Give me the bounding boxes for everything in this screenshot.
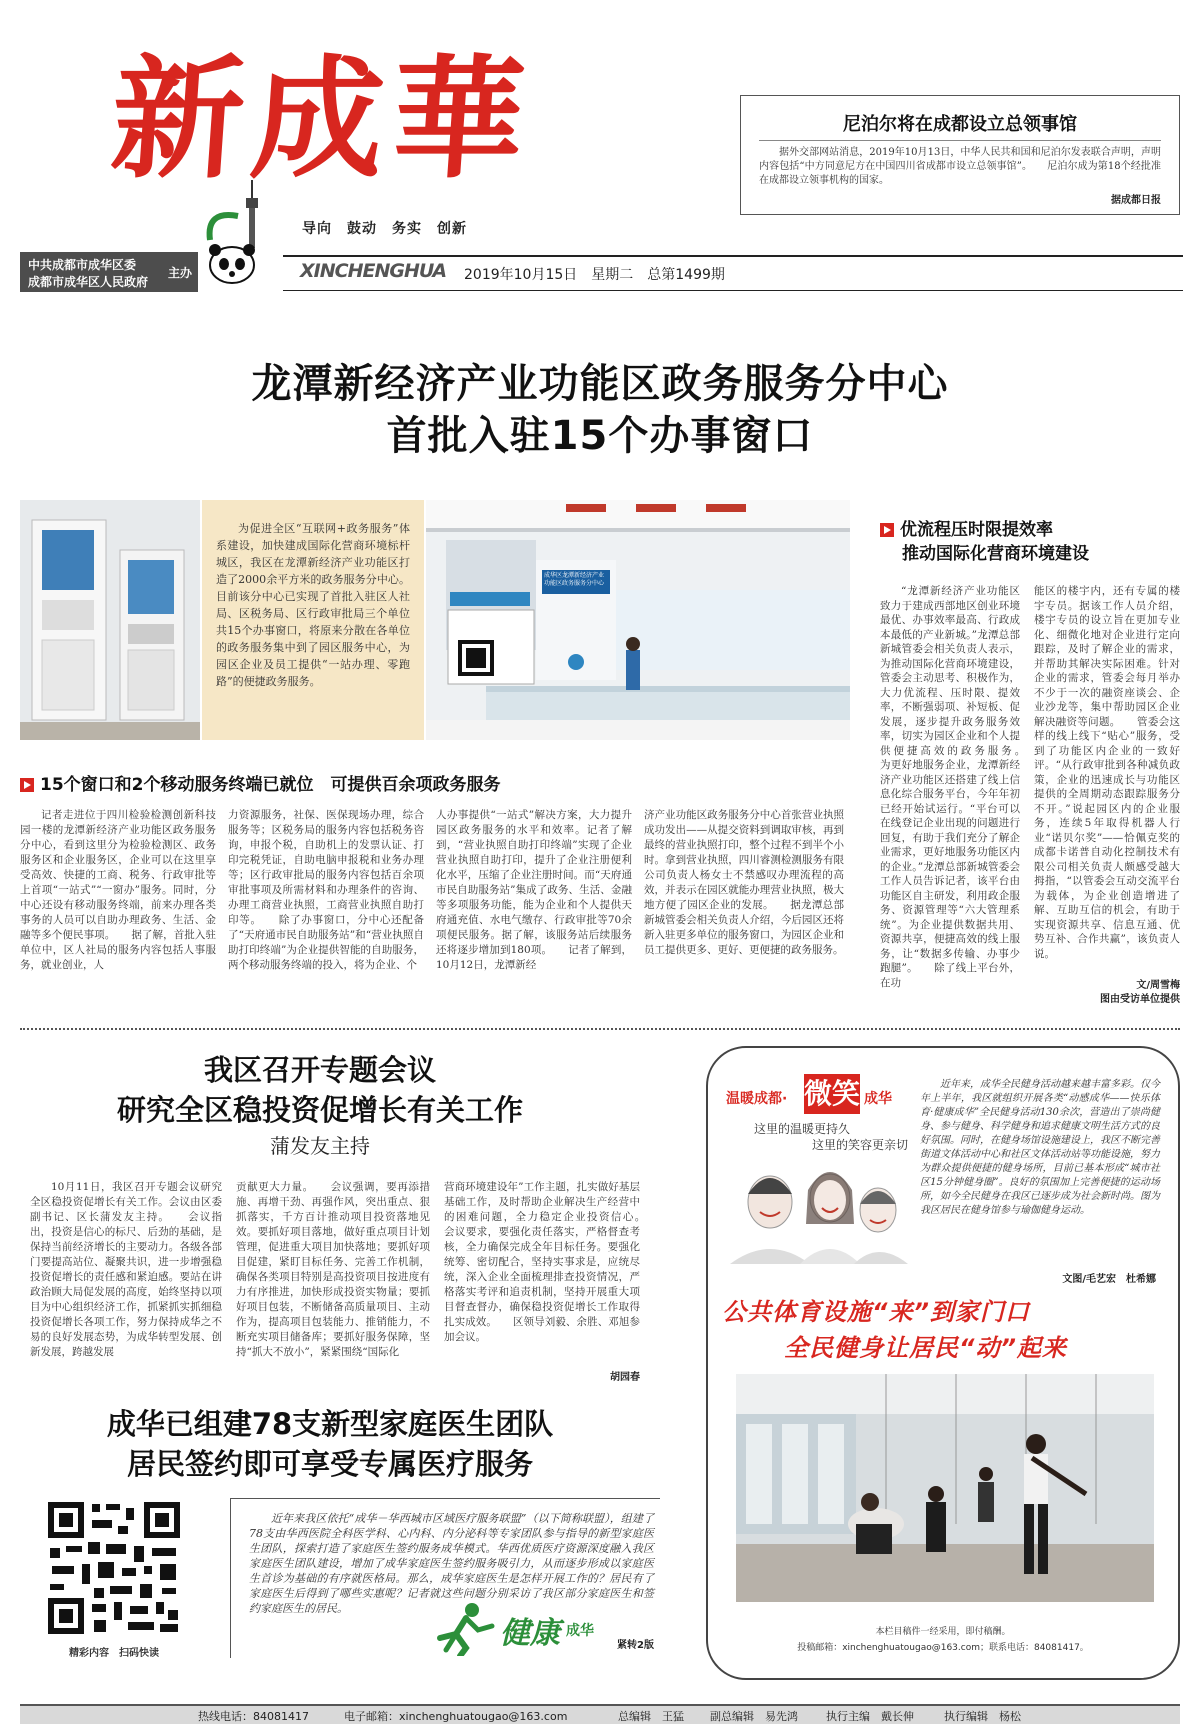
sponsor-suffix: 主办 — [168, 266, 193, 280]
meeting-headline-2: 研究全区稳投资促增长有关工作 — [116, 1093, 523, 1127]
masthead-char-3: 華 — [386, 42, 538, 197]
footer-deputy-editor: 副总编辑 易先鸿 — [710, 1710, 798, 1723]
masthead-bottom-rule — [283, 255, 1183, 257]
fitness-banner-sub-1: 这里的温暖更持久 — [754, 1122, 851, 1136]
masthead-bottom-rule-2 — [283, 290, 1183, 291]
sponsor-line-2: 成都市成华区人民政府 — [28, 275, 149, 289]
doctors-headline-1: 成华已组建78支新型家庭医生团队 — [106, 1407, 554, 1441]
masthead-char-1: 新 — [106, 42, 258, 197]
lead-intro-box — [202, 500, 424, 740]
lead-credit-2: 图由受访单位提供 — [1100, 994, 1180, 1005]
doctors-body: 近年来我区依托“成华－华西城市区域医疗服务联盟”（以下简称联盟），组建了78支由华西医院全科医学科、心内科、内分泌科等专家团队参与指导的新型家庭医生团队，探索打造了家庭医生签约服务成华模式。华西优质医疗资源深度融入我区家庭医生团队建设，增加了成华家庭医生签约服务吸引力，从而逐步形成以家庭医生首诊为基础的有序就医格局。那么，成华家庭医生是怎样开展工作的？居民有了家庭医生后得到了哪些实惠呢？记者就这些问题分别采访了我区部分家庭医生和签约家庭医生的居民。 — [249, 1512, 654, 1615]
tower-panda-logo — [200, 180, 280, 290]
sponsor-line-1: 中共成都市成华区委 — [28, 258, 137, 272]
top-news-source: 据成都日报 — [1111, 195, 1161, 206]
right-headline-2: 推动国际化营商环境建设 — [902, 544, 1089, 564]
fitness-headline-2: 全民健身让居民“动”起来 — [784, 1334, 1067, 1362]
lead-headline-1: 龙潭新经济产业功能区政务服务分中心 — [251, 361, 949, 407]
qr-code[interactable] — [44, 1498, 184, 1638]
footer-exec-editor: 执行编辑 杨松 — [944, 1710, 1021, 1723]
runner-icon — [426, 1600, 506, 1656]
right-headline — [880, 518, 1089, 566]
lead-intro-text: 为促进全区“互联网+政务服务”体系建设，加快建成国际化营商环境标杆城区，我区在龙潭新经济产业功能区打造了2000余平方米的政务服务分中心。目前该分中心已实现了首批入驻区人社局、区税务局、区行政审批局三个单位共15个办事窗口，将原来分散在各单位的政务服务集中到了园区服务中心，为园区企业及员工提供“一站办理、零跑路”的便捷政务服务。 — [216, 522, 410, 688]
masthead-slogan: 导向 鼓动 务实 创新 — [302, 221, 467, 237]
fitness-headline-1: 公共体育设施“来”到家门口 — [722, 1298, 1030, 1326]
masthead-date-line: 2019年10月15日 星期二 总第1499期 — [464, 267, 725, 283]
meeting-col-3: 营商环境建设年”工作主题，扎实做好基层基础工作，及时帮助企业解决生产经营中的困难问题，全力稳定企业投资信心。 会议要求，要强化责任落实，严格督查考核，全力确保完成全年目标任务。要强化统筹、密切配合，坚持实事求是，应统尽统，深入企业全面梳理排查投资情况，严格落实考评和追责机制，坚持开展重大项目督查督办，确保稳投资促增长工作取得扎实成效。 区领导刘毅、余胜、邓旭参加会议。 — [444, 1181, 640, 1343]
fitness-note-1: 本栏目稿件一经采用，即付稿酬。 — [875, 1627, 1011, 1637]
lead-subhead — [20, 770, 501, 795]
health-chenghua-logo — [426, 1596, 666, 1662]
sponsor-box — [20, 252, 198, 292]
footer-email: 电子邮箱：xinchenghuatougao@163.com — [344, 1710, 568, 1723]
meeting-author: 胡园春 — [610, 1372, 640, 1383]
fitness-note-2: 投稿邮箱：xinchenghuatougao@163.com；联系电话：84081417。 — [797, 1643, 1089, 1653]
meeting-headline-1: 我区召开专题会议 — [203, 1053, 436, 1087]
fitness-box — [706, 1046, 1180, 1680]
meeting-byline: 蒲发友主持 — [270, 1134, 370, 1158]
doctors-headline-2: 居民签约即可享受专属医疗服务 — [126, 1447, 533, 1481]
masthead-char-2: 成 — [246, 42, 398, 197]
lead-col-3: 人办事提供“一站式”解决方案，大力提升园区政务服务的水平和效率。记者了解到，“营业执照自助打印终端”实现了企业营业执照自助打印，提升了企业注册便利化水平，压缩了企业注册时间。而“天府通市民自助服务站”集成了政务、生活、金融等多项服务功能，能为企业和个人提供天府通充值、水电气缴存、行政审批等70余项便民服务。据了解，该服务站后续服务还将逐步增加到180项。 记者了解到，10月12日，龙潭新经 — [436, 809, 632, 971]
section-divider — [20, 1028, 1180, 1030]
photo-kiosks — [20, 500, 200, 740]
photo-yoga-gym — [736, 1374, 1154, 1602]
smiling-faces-illustration — [730, 1154, 908, 1264]
top-news-body: 据外交部网站消息，2019年10月13日，中华人民共和国和尼泊尔发表联合声明，声明内容包括“中方同意尼方在中国四川省成都市设立总领事馆”。 尼泊尔成为第18个经批准在成都设立领事机构的国家。 — [759, 147, 1161, 186]
fitness-body: 近年来，成华全民健身活动越来越丰富多彩。仅今年上半年，我区就组织开展各类“动感成华——快乐体育·健康成华”全民健身活动130余次，营造出了崇尚健身、参与健身、科学健身和追求健康文明生活方式的良好氛围。同时，在健身场馆设施建设上，我区不断完善街道文体活动中心和社区文体活动站等功能设施，努力为群众提供便捷的健身场所，目前已基本形成“城市社区15分钟健身圈”。良好的氛围加上完善便捷的运动场所，如今全民健身在我区已逐步成为社会新时尚。图为我区居民在健身馆参与瑜伽健身运动。 — [920, 1079, 1160, 1216]
top-news-box — [740, 95, 1180, 215]
lead-col-4: 济产业功能区政务服务分中心首张营业执照成功发出——从提交资料到调取审核，再到最终的营业执照打印，整个过程不到半个小时。拿到营业执照，四川睿测检测服务有限公司负责人杨女士不禁感叹办理流程的高效，并表示在园区就能办理营业执照，极大地方便了园区企业的发展。 据龙潭总部新城管委会相关负责人介绍，今后园区还将新入驻更多单位的服务窗口，为园区企业和员工提供更多、更好、更便捷的政务服务。 — [644, 809, 844, 956]
health-logo-text: 健康 — [500, 1616, 560, 1651]
right-headline-1: 优流程压时限提效率 — [900, 520, 1053, 540]
lead-subhead-text: 15个窗口和2个移动服务终端已就位 可提供百余项政务服务 — [40, 775, 501, 795]
photo-service-hall — [426, 500, 850, 740]
meeting-col-2: 贡献更大力量。 会议强调，要再添措施、再增干劲、再强作风，突出重点、狠抓落实，千方百计推动项目投资落地见效。要抓好项目落地，做好重点项目计划管理，促进重大项目加快落地；要抓好项目促建，紧盯目标任务、完善工作机制，确保各类项目特别是高投资项目按进度有力有序推进，加快形成投资实物量；要抓好项目包装，不断储备高质量项目、主动作为，提高项目包装能力、推销能力，不断充实项目储备库；要抓好服务保障，坚持“抓大不放小”，紧紧围绕“国际化 — [236, 1181, 430, 1358]
footer-hotline: 热线电话：84081417 — [198, 1710, 309, 1723]
play-icon — [20, 778, 34, 792]
meeting-col-1: 10月11日，我区召开专题会议研究全区稳投资促增长有关工作。会议由区委副书记、区长蒲发友主持。 会议指出，投资是信心的标尺、后劲的基础，是保持当前经济增长的主要动力。各级各部门要提高站位、凝聚共识，进一步增强稳投资促增长的责任感和紧迫感。要站在讲政治顾大局促发展的高度，始终坚持以项目为中心组织经济工作，抓紧抓实抓细稳投资促增长各项工作，努力保持成华之不易的良好发展态势，为成华转型发展、创新发展，跨越发展 — [30, 1181, 222, 1358]
lead-headline-2: 首批入驻15个办事窗口 — [386, 413, 814, 459]
footer-chief-editor: 总编辑 王猛 — [618, 1710, 684, 1723]
right-col-2: 能区的楼宇内，还有专属的楼宇专员。据该工作人员介绍，楼宇专员的设立旨在更加专业化、细微化地对企业进行定向跟踪，及时了解企业的需求，并帮助其解决实际困难。针对企业的需求，管委会每月举办不少于一次的融资座谈会、企业沙龙等，集中帮助园区企业解决融资等问题。 管委会这样的线上线下“贴心”服务，受到了功能区内企业的一致好评。“从行政审批到各种减负政策，企业的迅速成长与功能区提供的全周期动态跟踪服务分不开。”说起园区内的企业服务，连续5年取得机器人行业“诺贝尔奖”——恰佩克奖的成都卡诺普自动化控制技术有限公司相关负责人颇感受越大拇指，“以管委会互动交流平台为载体，为企业创造增进了解、互助互信的机会，有助于实现资源共享、信息互通、优势互补、合作共赢”，该负责人说。 — [1034, 585, 1180, 960]
fitness-banner-prefix: 温暖成都· — [726, 1091, 788, 1107]
lead-col-1: 记者走进位于四川检验检测创新科技园一楼的龙潭新经济产业功能区政务服务分中心，看到这里分为检验检测区、政务服务区和企业服务区，企业可以在这里享受高效、快捷的工商、税务、行政审批等上首项“一站式”“一窗办”服务。同时，分中心还设有移动服务终端，前来办理各类事务的人员可以自助办理政务、生活、金融等多个便民事项。 据了解，首批入驻单位中，区人社局的服务内容包括人事服务，就业创业，人 — [20, 809, 216, 971]
health-logo-suffix: 成华 — [566, 1623, 594, 1639]
masthead-title — [106, 40, 582, 200]
lead-col-2: 力资源服务，社保、医保现场办理，综合服务等；区税务局的服务内容包括税务咨询，申报个税，自助机上的发票认证、打印完税凭证，自助电脑申报税和业务办理等；区行政审批局的服务内容包括百余项审批事项及所需材料和办理条件的咨询、办理工商营业执照，工商营业执照自助打印等。 除了办事窗口，分中心还配备了“天府通市民自助服务站”和“营业执照自助打印终端”为企业提供智能的自助服务，两个移动服务终端的投入，将为企业、个 — [228, 809, 424, 971]
fitness-banner-big: 微笑 — [804, 1074, 860, 1114]
lead-credit-1: 文/周雪梅 — [1136, 980, 1180, 991]
qr-caption: 精彩内容 扫码快读 — [69, 1648, 159, 1659]
top-news-divider — [759, 140, 1161, 141]
fitness-banner-suffix: 成华 — [864, 1091, 892, 1107]
play-icon-2 — [880, 523, 894, 537]
doctors-jump: 紧转2版 — [617, 1640, 654, 1651]
footer-exec-chief: 执行主编 戴长伸 — [826, 1710, 914, 1723]
top-news-headline: 尼泊尔将在成都设立总领事馆 — [843, 114, 1077, 135]
masthead-pinyin: XINCHENGHUA — [300, 260, 447, 282]
footer-bar — [20, 1706, 1180, 1724]
photo-sign-text: 成华区龙潭新经济产业功能区政务服务分中心 — [544, 572, 605, 587]
fitness-credit: 文图/毛艺宏 杜希娜 — [1062, 1274, 1156, 1285]
fitness-banner-sub-2: 这里的笑容更亲切 — [812, 1138, 909, 1152]
right-col-1: “龙潭新经济产业功能区致力于建成西部地区创业环境最优、办事效率最高、行政成本最低的产业新城。”龙潭总部新城管委会相关负责人表示，为推动国际化营商环境建设，管委会主动思考、积极作为，大力优流程、压时限、提效率，不断强弱项、补短板、促发展，逐步提升政务服务效率，切实为园区企业和个人提供便捷高效的政务服务。 为更好地服务企业，龙潭新经济产业功能区还搭建了线上信息化综合服务平台，今年年初已经开始试运行。“平台可以在线登记企业出现的问题进行回复，有助于我们充分了解企业需求，更好地服务功能区内的企业。”龙潭总部新城管委会工作人员告诉记者，该平台由功能区自主研发，利用政企服务、资源管理等“六大管理系统”。为企业提供数据共用、资源共享，便捷高效的线上服务，让“数据多传输、办事少跑腿”。 除了线上平台外，在功 — [880, 585, 1020, 989]
